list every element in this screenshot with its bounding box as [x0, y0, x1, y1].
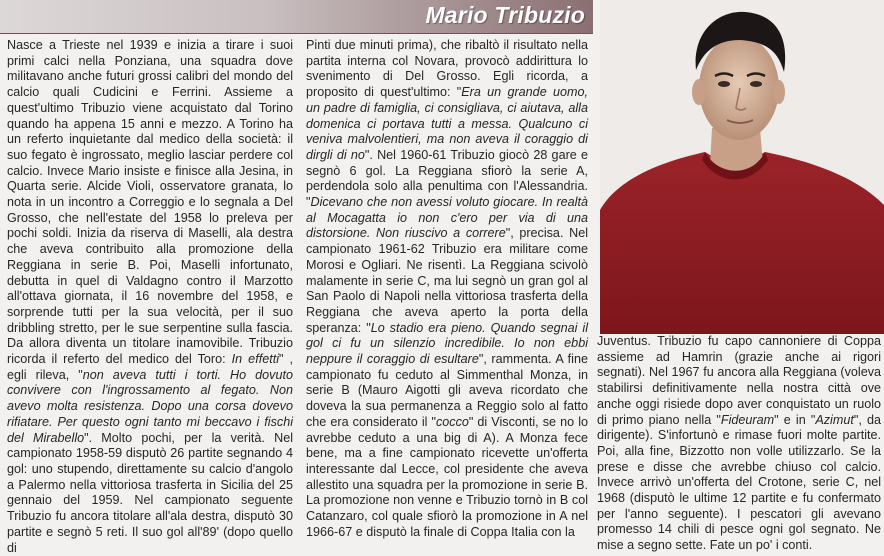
title-bar	[0, 0, 593, 34]
body-text: " e in "	[774, 412, 816, 427]
body-text: ", precisa. Nel campionato 1961-62 Tribuzio era militare come Morosi e Ogliari. Ne risentì. La Reggiana scivolò malamente in serie C, ma lui segnò un gran gol al San Paolo di Napoli nella vittoriosa trasferta della Reggiana che aveva aperto la porta della speranza: "	[306, 226, 588, 335]
quote-text: non aveva tutti i torti. Ho dovuto convivere con l'ingrossamento al fegato. Non avevo molta resistenza. Dopo una corsa dovevo rifiatare. Per questo ogni tanto mi beccavo i fischi del Mirabello	[7, 367, 293, 445]
quote-text: Dicevano che non avessi voluto giocare. In realtà al Mocagatta io non c'ero per via di una distorsione. Non riuscivo a correre	[306, 195, 588, 241]
quote-text: cocco	[435, 414, 469, 429]
body-text: " , egli rileva, "	[7, 352, 293, 382]
body-text: ", rammenta. A fine campionato fu ceduto al Simmenthal Monza, in serie B (Mauro Aigotti gli aveva ricordato che doveva la sua permanenza a Reggio solo al fatto che era considerato il "	[306, 352, 588, 429]
article-column-2	[306, 38, 588, 541]
body-text: ". Molto pochi, per la verità. Nel campionato 1958-59 disputò 26 partite segnando 4 gol: uno stupendo, direttamente su calcio d'angolo a Palermo nella vittoriosa trasferta in Sicilia del 25 gennaio del 1959. Nel campionato seguente Tribuzio fu ancora titolare all'ala destra, disputò 30 partite e segnò 5 reti. Il suo gol all'89' (dopo quello di	[7, 430, 293, 555]
body-text: ". Nel 1960-61 Tribuzio giocò 28 gare e segnò 6 gol. La Reggiana sfiorò la serie A, perdendola solo alla penultima con l'Alessandria. "	[306, 147, 589, 210]
body-text: Nasce a Trieste nel 1939 e inizia a tirare i suoi primi calci nella Ponziana, una squadra dove militavano anche futuri grossi calibri del mondo del calcio quali Cudicini e Ferrini. Assieme a quest'ultimo Tribuzio viene acquistato dal Torino quando ha appena 15 anni e mezzo. A Torino ha un referto inquietante dal medico della società: il suo fegato è ingrossato, meglio lasciar perdere col calcio. Invece Mario insiste e finisce alla Jesina, in Quarta serie. Alcide Violi, osservatore granata, lo nota in un incontro a Correggio e lo segnala a Del Grosso, che nell'estate del 1958 lo preleva per pochi soldi. Inizia da riserva di Maselli, ala destra che aveva contribuito alla promozione della Reggiana in serie B. Poi, Maselli infortunato, debutta in quel di Valdagno contro il Marzotto all'ottava giornata, il 16 novembre del 1958, e sorprende tutti per la sua velocità, per il suo dribbling stretto, per le sue serpentine sulla fascia. Da allora diventa un titolare inamovibile. Tribuzio ricorda il referto del medico del Toro:	[7, 38, 293, 367]
article-title: Mario Tribuzio	[425, 2, 585, 28]
player-portrait-image	[600, 0, 884, 334]
body-text: ", da dirigente). S'infortunò e rimase fuori molte partite. Poi, alla fine, Bizzotto non volle utilizzarlo. Se la prese e disse che avrebbe chiuso col calcio. Invece arrivò un'offerta del Crotone, serie C, nel 1968 (disputò le ultime 12 partite e fu confermato per l'anno seguente). I pescatori gli avevano promesso 14 chili di pesce ogni gol segnato. Ne mise a segno sette. Fate un po' i conti.	[597, 412, 881, 553]
body-text: Juventus. Tribuzio fu capo cannoniere di Coppa assieme ad Hamrin (grazie anche ai rigori segnati). Nel 1967 fu ancora alla Reggiana (voleva stabilirsi definitivamente nella nostra città ove anche oggi risiede dopo aver conquistato un ruolo di primo piano nella "	[597, 334, 881, 427]
quote-text: Era un grande uomo, un padre di famiglia, ci consigliava, ci aiutava, alla domenica ci portava tutti a messa. Qualcuno ci veniva malvolentieri, ma non aveva il coraggio di dirgli di no	[306, 85, 588, 162]
body-text: " di Visconti, se no lo avrebbe ceduto a una big di A). A Monza fece bene, ma a fine campionato ricevette un'offerta interessante dal Lecce, col presidente che aveva allestito una squadra per la promozione in serie B. La promozione non venne e Tribuzio tornò in B col Catanzaro, col quale sfiorò la promozione in A nel 1966-67 e disputò la finale di Coppa Italia con la	[306, 414, 589, 539]
quote-text: In effetti	[231, 352, 279, 367]
body-text: Pinti due minuti prima), che ribaltò il risultato nella partita interna col Novara, provocò addirittura lo svenimento di Del Grosso. Egli ricorda, a proposito di quest'ultimo: "	[306, 38, 588, 100]
article-column-3	[597, 334, 881, 554]
article-column-1	[7, 38, 293, 556]
quote-text: Lo stadio era pieno. Quando segnai il gol ci fu un silenzio incredibile. Io non ebbi neppure il coraggio di esultare	[306, 320, 588, 367]
player-photo	[600, 0, 884, 334]
quote-text: Azimut	[815, 412, 854, 427]
quote-text: Fideuram	[720, 412, 775, 427]
